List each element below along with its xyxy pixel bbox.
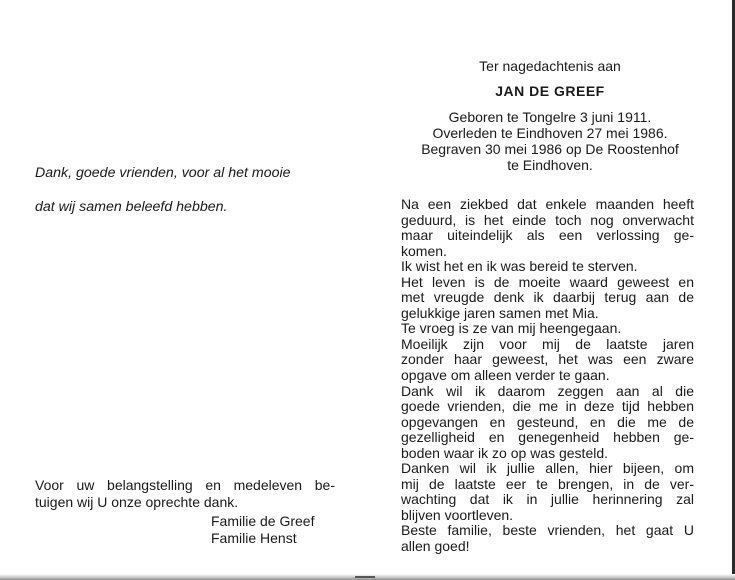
farewell-line: komen. [401,242,447,259]
farewell-line: gelukkige jaren samen met Mia. [401,304,599,321]
thanks-text [35,148,365,233]
farewell-line: mij de laatste eer te brengen, in de ver- [401,475,694,492]
farewell-line: Danken wil ik jullie allen, hier bijeen, om [401,460,694,477]
farewell-line: Dank wil ik daarom zeggen aan al die [401,382,694,399]
memorial-header [400,57,700,173]
farewell-line: geduurd, is het einde toch nog onverwacht [401,211,694,228]
deceased-name: JAN DE GREEF [495,83,605,99]
farewell-line: Moeilijk zijn voor mij de laatste jaren [401,335,694,352]
interest-text [35,477,335,510]
farewell-line: blijven voortleven. [401,506,514,523]
farewell-line: Na een ziekbed dat enkele maanden heeft [401,196,694,212]
farewell-line: Te vroeg is ze van mij heengegaan. [401,320,622,337]
death-line: Overleden te Eindhoven 27 mei 1986. [432,125,668,141]
farewell-line: allen goed! [401,538,470,555]
farewell-line: gezelligheid en genegenheid hebben ge- [401,429,694,446]
fold-mark [355,576,375,578]
farewell-line: opgevangen en gesteund, en die me de [401,413,694,430]
birth-line: Geboren te Tongelre 3 juni 1911. [448,109,652,125]
farewell-line: boden waar ik zo op was gesteld. [401,444,609,461]
farewell-line: wachting dat ik in jullie herinnering zal [401,491,694,508]
signature-family-de-greef: Familie de Greef [211,513,315,529]
interest-line: Voor uw belangstelling en medeleven be- [35,477,335,493]
signature-family-henst: Familie Henst [211,529,297,546]
burial-line: Begraven 30 mei 1986 op De Roostenhof [421,141,679,157]
life-dates [400,109,700,173]
farewell-line: Het leven is de moeite waard geweest en [401,273,694,290]
farewell-line: Ik wist het en ik was bereid te sterven. [401,258,638,275]
farewell-line: zonder haar geweest, het was een zware [401,351,694,368]
interest-line: tuigen wij U onze oprechte dank. [35,493,239,510]
farewell-line: Beste familie, beste vrienden, het gaat U [401,522,694,539]
family-signatures [211,513,314,546]
burial-place-line: te Eindhoven. [507,157,593,173]
in-memory-heading: Ter nagedachtenis aan [479,58,621,74]
farewell-line: maar uiteindelijk als een verlossing ge- [401,227,694,244]
farewell-line: goede vrienden, die me in deze tijd hebben [401,398,694,415]
farewell-text [401,197,694,555]
thanks-line: Dank, goede vrienden, voor al het mooie [35,165,291,181]
farewell-line: met vreugde denk ik daarbij terug aan de [401,289,694,306]
thanks-line: dat wij samen beleefd hebben. [35,199,228,215]
farewell-line: opgave om alleen verder te gaan. [401,367,610,384]
